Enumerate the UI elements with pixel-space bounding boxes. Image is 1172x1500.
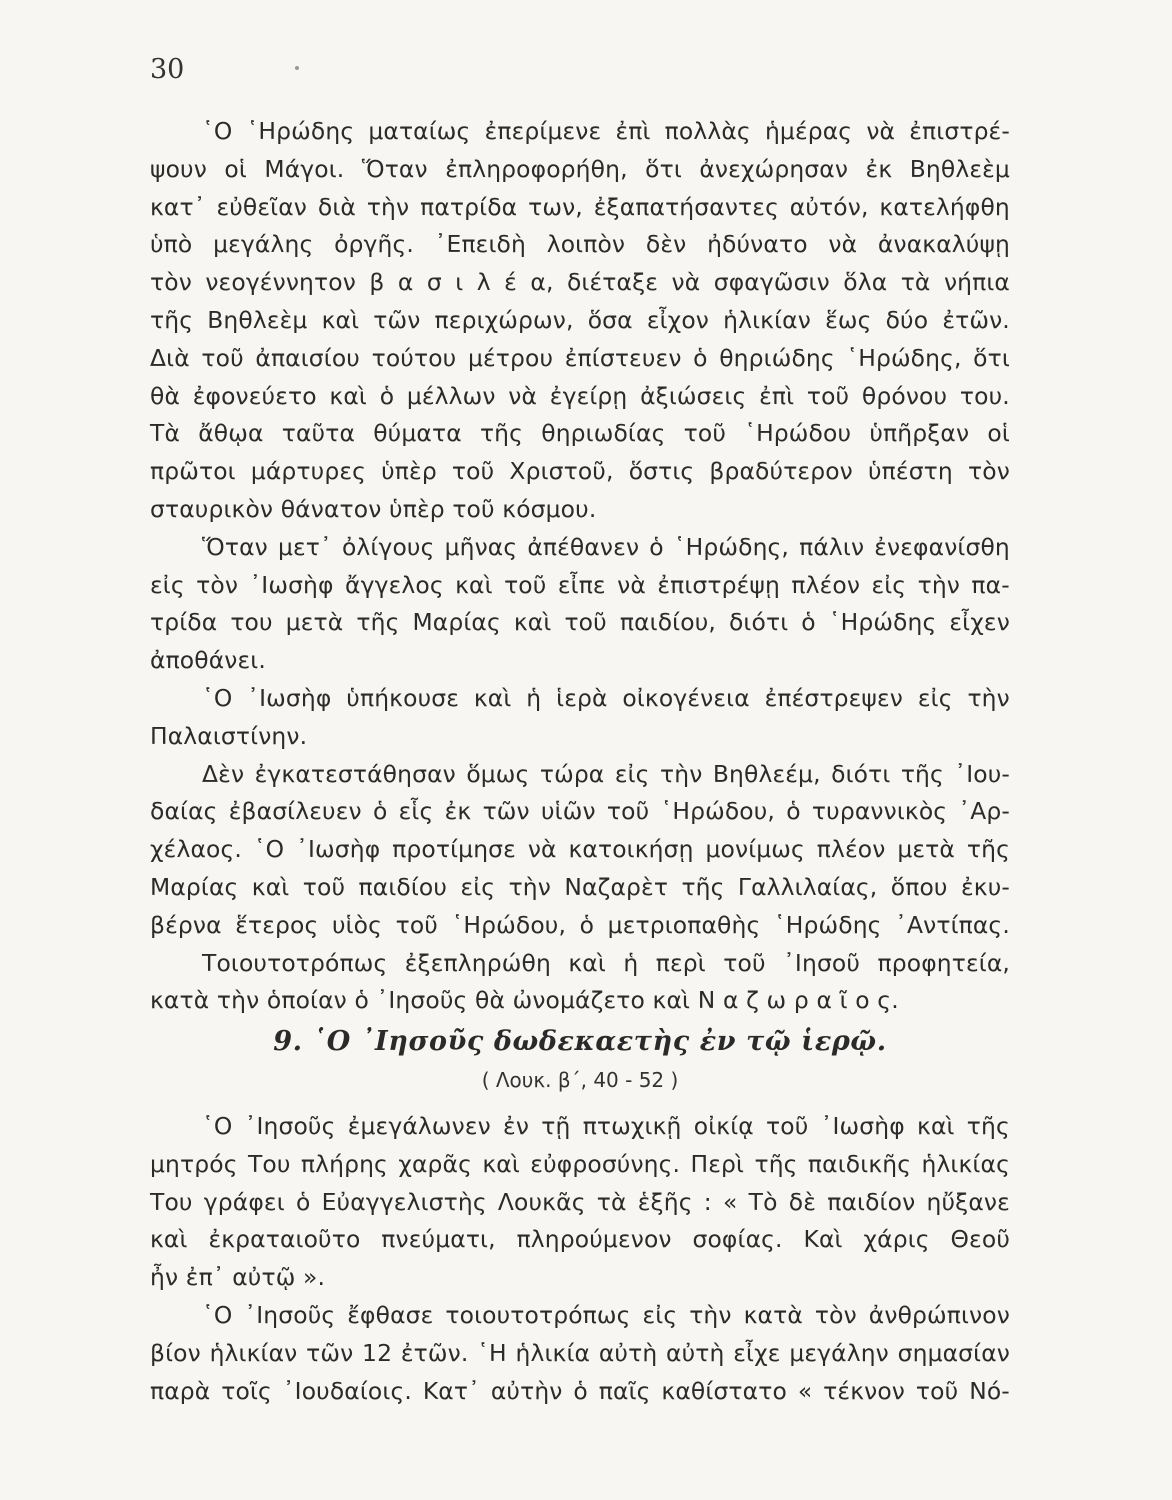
text-line: τῆς Βηθλεὲμ καὶ τῶν περιχώρων, ὅσα εἶχον ἡλικίαν ἕως δύο ἐτῶν.: [150, 305, 1010, 334]
text-line: Τοιουτοτρόπως ἐξεπληρώθη καὶ ἡ περὶ τοῦ ᾽Ιησοῦ προφητεία,: [202, 948, 1010, 977]
text-line: Τὰ ἄθῳα ταῦτα θύματα τῆς θηριωδίας τοῦ ῾Ηρώδου ὑπῆρξαν οἱ: [150, 419, 1010, 448]
text-line: Ὅταν μετ᾽ ὀλίγους μῆνας ἀπέθανεν ὁ ῾Ηρώδης, πάλιν ἐνεφανίσθη: [202, 532, 1010, 561]
text-line: βέρνα ἕτερος υἱὸς τοῦ ῾Ηρώδου, ὁ μετριοπαθὴς ῾Ηρώδης ᾽Αντίπας.: [150, 910, 1010, 939]
text-line: κατὰ τὴν ὁποίαν ὁ ᾽Ιησοῦς θὰ ὠνομάζετο καὶ Ν α ζ ω ρ α ῖ ο ς.: [150, 986, 899, 1015]
text-line: ψουν οἱ Μάγοι. Ὅταν ἐπληροφορήθη, ὅτι ἀνεχώρησαν ἐκ Βηθλεὲμ: [150, 154, 1010, 183]
text-line: ἦν ἐπ᾽ αὐτῷ ».: [150, 1263, 326, 1292]
text-line: ἀποθάνει.: [150, 646, 266, 675]
text-line: πρῶτοι μάρτυρες ὑπὲρ τοῦ Χριστοῦ, ὅστις βραδύτερον ὑπέστη τὸν: [150, 457, 1010, 486]
text-line: μητρός Του πλήρης χαρᾶς καὶ εὐφροσύνης. Περὶ τῆς παιδικῆς ἡλικίας: [150, 1149, 1010, 1178]
text-line: δαίας ἐβασίλευεν ὁ εἷς ἐκ τῶν υἱῶν τοῦ ῾Ηρώδου, ὁ τυραννικὸς ᾽Αρ-: [150, 797, 1010, 826]
section-heading: 9. ῾Ο ᾽Ιησοῦς δωδεκαετὴς ἐν τῷ ἱερῷ.: [273, 1026, 887, 1057]
text-line: Δὲν ἐγκατεστάθησαν ὅμως τώρα εἰς τὴν Βηθλεέμ, διότι τῆς ᾽Ιου-: [202, 759, 1010, 788]
text-line: Του γράφει ὁ Εὐαγγελιστὴς Λουκᾶς τὰ ἑξῆς : « Τὸ δὲ παιδίον ηὔξανε: [150, 1187, 1010, 1216]
body-text-block-1: [150, 113, 1010, 1020]
text-line: ὑπὸ μεγάλης ὀργῆς. ᾽Επειδὴ λοιπὸν δὲν ἠδύνατο νὰ ἀνακαλύψῃ: [150, 230, 1010, 259]
text-line: σταυρικὸν θάνατον ὑπὲρ τοῦ κόσμου.: [150, 494, 597, 523]
text-line: ῾Ο ᾽Ιησοῦς ἔφθασε τοιουτοτρόπως εἰς τὴν κατὰ τὸν ἀνθρώπινον: [202, 1300, 1010, 1329]
text-line: Παλαιστίνην.: [150, 721, 308, 750]
text-line: παρὰ τοῖς ᾽Ιουδαίοις. Κατ᾽ αὐτὴν ὁ παῖς καθίστατο « τέκνον τοῦ Νό-: [150, 1376, 1010, 1405]
text-line: Διὰ τοῦ ἀπαισίου τούτου μέτρου ἐπίστευεν ὁ θηριώδης ῾Ηρώδης, ὅτι: [150, 343, 1010, 372]
scripture-reference: ( Λουκ. β΄, 40 - 52 ): [481, 1068, 679, 1092]
page-number: 30: [150, 54, 185, 85]
text-line: ῾Ο ῾Ηρώδης ματαίως ἐπερίμενε ἐπὶ πολλὰς ἡμέρας νὰ ἐπιστρέ-: [202, 117, 1010, 145]
text-line: κατ᾽ εὐθεῖαν διὰ τὴν πατρίδα των, ἐξαπατήσαντες αὐτόν, κατελήφθη: [150, 192, 1010, 221]
text-line: ῾Ο ᾽Ιωσὴφ ὑπήκουσε καὶ ἡ ἱερὰ οἰκογένεια ἐπέστρεψεν εἰς τὴν: [202, 683, 1010, 712]
text-line: τὸν νεογέννητον β α σ ι λ έ α, διέταξε νὰ σφαγῶσιν ὅλα τὰ νήπια: [150, 268, 1010, 297]
text-line: εἰς τὸν ᾽Ιωσὴφ ἄγγελος καὶ τοῦ εἶπε νὰ ἐπιστρέψῃ πλέον εἰς τὴν πα-: [150, 570, 1010, 599]
text-line: θὰ ἐφονεύετο καὶ ὁ μέλλων νὰ ἐγείρῃ ἀξιώσεις ἐπὶ τοῦ θρόνου του.: [150, 381, 1010, 410]
text-line: Μαρίας καὶ τοῦ παιδίου εἰς τὴν Ναζαρὲτ τῆς Γαλλιλαίας, ὅπου ἐκυ-: [150, 872, 1010, 901]
body-text-block-2: [150, 1108, 1010, 1410]
text-line: καὶ ἐκραταιοῦτο πνεύματι, πληρούμενον σοφίας. Καὶ χάρις Θεοῦ: [150, 1225, 1010, 1254]
ink-speck: [295, 66, 299, 70]
text-line: βίον ἡλικίαν τῶν 12 ἐτῶν. ῾Η ἡλικία αὐτὴ αὐτὴ εἶχε μεγάλην σημασίαν: [150, 1338, 1010, 1367]
text-line: ῾Ο ᾽Ιησοῦς ἐμεγάλωνεν ἐν τῇ πτωχικῇ οἰκίᾳ τοῦ ᾽Ιωσὴφ καὶ τῆς: [202, 1112, 1010, 1140]
text-line: τρίδα του μετὰ τῆς Μαρίας καὶ τοῦ παιδίου, διότι ὁ ῾Ηρώδης εἶχεν: [150, 608, 1010, 637]
text-line: χέλαος. ῾Ο ᾽Ιωσὴφ προτίμησε νὰ κατοικήσῃ μονίμως πλέον μετὰ τῆς: [150, 835, 1010, 864]
